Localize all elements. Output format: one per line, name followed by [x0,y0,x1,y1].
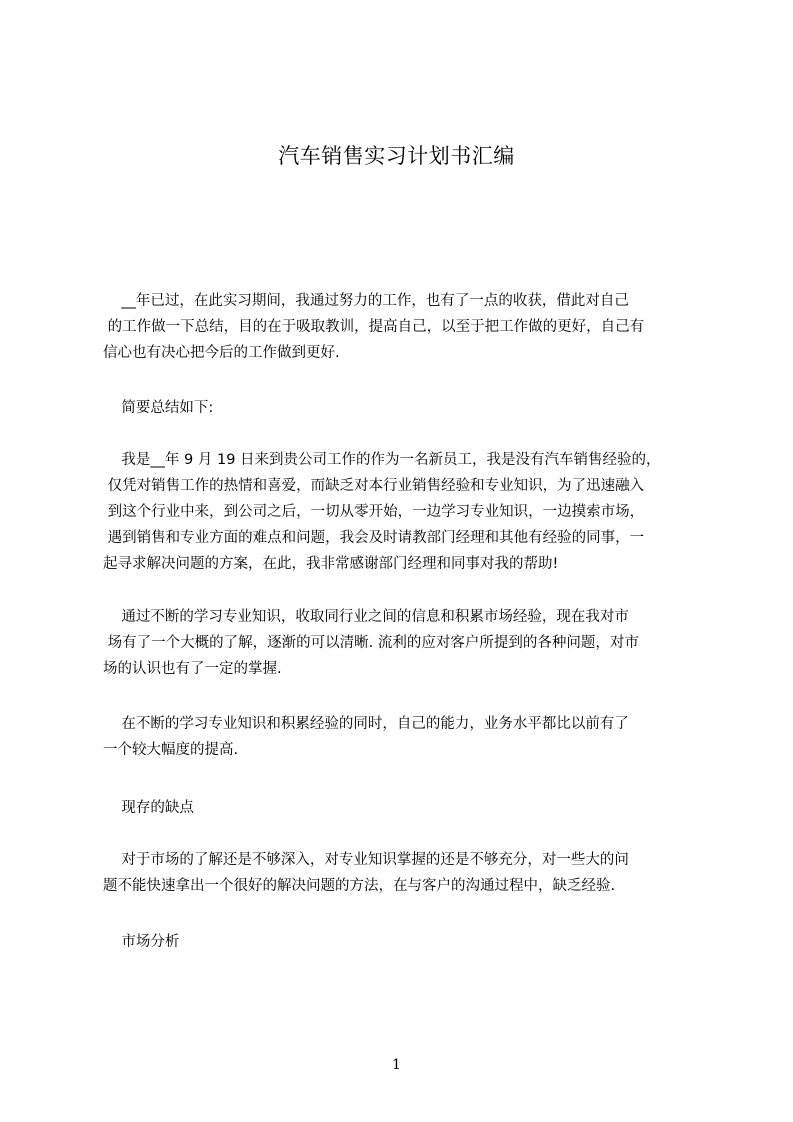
paragraph [103,288,703,366]
paragraph-line: 一个较大幅度的提高. [103,742,239,758]
paragraph-line: 对于市场的了解还是不够深入，对专业知识掌握的还是不够充分，对一些大的问 [103,852,629,868]
paragraph-line: 的工作做一下总结，目的在于吸取教训，提高自己，以至于把工作做的更好，自己有 [103,319,645,335]
paragraph [103,395,703,421]
paragraph [103,711,703,763]
paragraph-line: 场有了一个大概的了解，逐渐的可以清晰. 流利的应对客户所提到的各种问题，对市 [103,635,639,651]
paragraph [103,447,703,577]
paragraph [103,929,703,955]
paragraph [103,604,703,682]
paragraph-line: 题不能快速拿出一个很好的解决问题的方法，在与客户的沟通过程中，缺乏经验. [103,878,616,894]
paragraph-line: 现存的缺点 [103,800,194,816]
paragraph-line: 起寻求解决问题的方案，在此，我非常感谢部门经理和同事对我的帮助! [103,556,559,572]
paragraph-line: 在不断的学习专业知识和积累经验的同时，自己的能力，业务水平都比以前有了 [103,716,629,732]
paragraph-line: 我是__年 9 月 19 日来到贵公司工作的作为一名新员工，我是没有汽车销售经验的， [103,452,661,468]
paragraph-line: 遇到销售和专业方面的难点和问题，我会及时请教部门经理和其他有经验的同事，一 [103,530,645,546]
paragraph [103,795,703,821]
document-title: 汽车销售实习计划书汇编 [278,144,515,168]
paragraph-line: 信心也有决心把今后的工作做到更好. [103,345,340,361]
paragraph-line: 通过不断的学习专业知识，收取同行业之间的信息和积累市场经验，现在我对市 [103,609,629,625]
paragraph-line: 到这个行业中来，到公司之后，一切从零开始，一边学习专业知识，一边摸索市场， [103,504,645,520]
paragraph-line: 简要总结如下: [103,400,214,416]
paragraph-line: __年已过，在此实习期间，我通过努力的工作，也有了一点的收获，借此对自己 [103,293,629,309]
paragraph-line: 场的认识也有了一定的掌握. [103,661,282,677]
paragraph [103,847,703,899]
page-number: 1 [392,1057,401,1073]
paragraph-line: 仅凭对销售工作的热情和喜爱，而缺乏对本行业销售经验和专业知识，为了迅速融入 [103,478,645,494]
paragraph-line: 市场分析 [103,934,180,950]
